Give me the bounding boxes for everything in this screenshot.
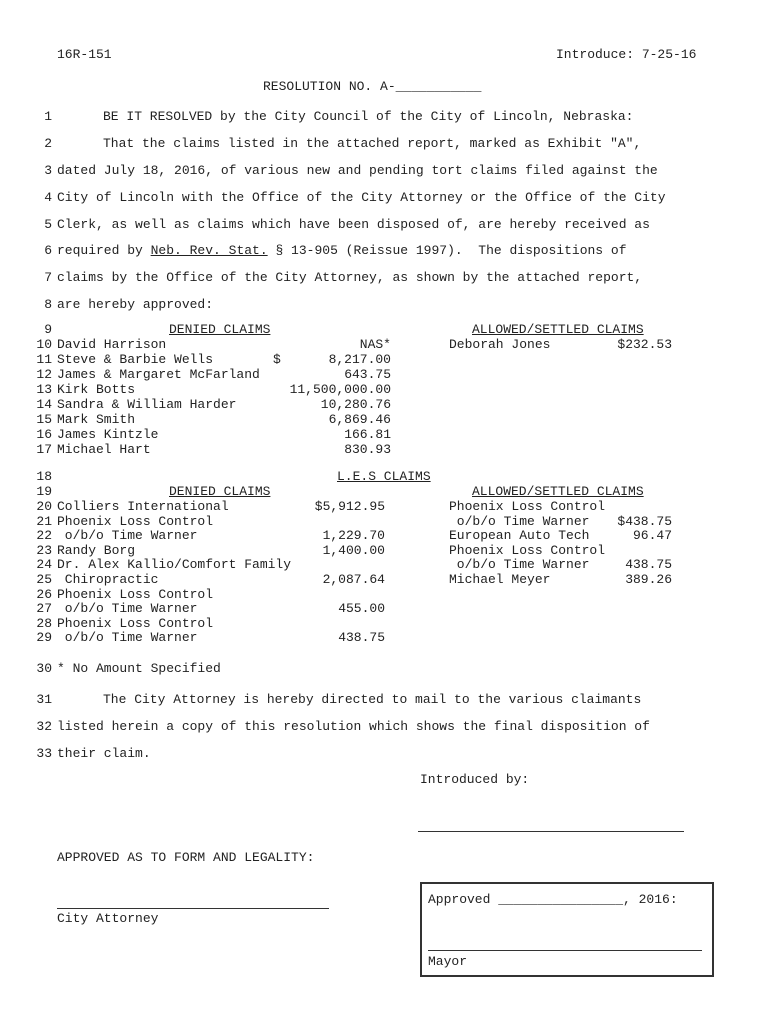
- attorney-signature-line: [57, 908, 329, 909]
- claimant-name: James & Margaret McFarland: [57, 367, 260, 382]
- line-number: 30: [36, 661, 52, 676]
- line-number: 1: [44, 109, 52, 124]
- claimant-name: Phoenix Loss Control: [449, 542, 606, 558]
- body-line: Clerk, as well as claims which have been disposed of, are hereby received as: [57, 217, 650, 232]
- line-number: 17: [36, 442, 52, 457]
- claimant-name: Chiropractic: [57, 572, 159, 587]
- introduced-by-label: Introduced by:: [420, 772, 530, 787]
- line-number: 7: [44, 270, 52, 285]
- denied-claims-header: DENIED CLAIMS: [169, 484, 271, 499]
- line-number: 5: [44, 217, 52, 232]
- line-number: 11: [36, 352, 52, 367]
- les-claims-title: L.E.S CLAIMS: [337, 469, 431, 484]
- introducer-signature-line: [418, 831, 684, 832]
- line-number: 15: [36, 412, 52, 427]
- body-line: BE IT RESOLVED by the City Council of the City of Lincoln, Nebraska:: [103, 109, 634, 124]
- currency-symbol: $: [273, 352, 281, 367]
- claim-amount: 10,280.76: [320, 397, 391, 412]
- claimant-name: Michael Meyer: [449, 572, 551, 587]
- body-line: That the claims listed in the attached report, marked as Exhibit "A",: [103, 136, 642, 151]
- claimant-name: David Harrison: [57, 337, 167, 352]
- line-number: 18: [36, 469, 52, 484]
- line-number: 28: [36, 615, 52, 631]
- claim-amount: $438.75: [617, 513, 672, 529]
- claim-amount: 96.47: [632, 528, 672, 544]
- claimant-name: Deborah Jones: [449, 337, 551, 352]
- claimant-name: European Auto Tech: [449, 528, 590, 544]
- claim-amount: 438.75: [338, 630, 385, 646]
- claim-amount: 830.93: [344, 442, 391, 457]
- city-attorney-label: City Attorney: [57, 911, 159, 926]
- claim-amount: 643.75: [344, 367, 391, 382]
- claimant-name: Phoenix Loss Control: [57, 513, 214, 529]
- line-number: 10: [36, 337, 52, 352]
- introduce-date: Introduce: 7-25-16: [556, 47, 697, 62]
- line-number: 6: [44, 243, 52, 258]
- mayor-label: Mayor: [428, 954, 468, 969]
- resolution-title: RESOLUTION NO. A-___________: [263, 79, 482, 94]
- body-line: City of Lincoln with the Office of the City Attorney or the Office of the City: [57, 190, 666, 205]
- approved-form-label: APPROVED AS TO FORM AND LEGALITY:: [57, 850, 315, 865]
- line-number: 25: [36, 572, 52, 587]
- claimant-name: Dr. Alex Kallio/Comfort Family: [57, 557, 292, 573]
- claimant-name: Steve & Barbie Wells: [57, 352, 214, 367]
- line-number: 2: [44, 136, 52, 151]
- claimant-name: Colliers International: [57, 499, 229, 514]
- claim-amount: 8,217.00: [328, 352, 391, 367]
- claim-amount: 438.75: [625, 557, 672, 573]
- line-number: 19: [36, 484, 52, 499]
- body-text: required by: [57, 243, 151, 258]
- body-line: [57, 243, 627, 258]
- claim-amount: 11,500,000.00: [289, 382, 391, 397]
- claimant-name: James Kintzle: [57, 427, 159, 442]
- claim-amount: $232.53: [617, 337, 672, 352]
- statute-citation: Neb. Rev. Stat.: [150, 243, 268, 258]
- claimant-name: Phoenix Loss Control: [57, 586, 214, 602]
- claim-amount: 2,087.64: [322, 572, 385, 587]
- line-number: 22: [36, 528, 52, 544]
- line-number: 8: [44, 297, 52, 312]
- body-line: dated July 18, 2016, of various new and pending tort claims filed against the: [57, 163, 658, 178]
- line-number: 21: [36, 513, 52, 529]
- mayor-signature-line: [428, 950, 702, 951]
- claimant-name: Mark Smith: [57, 412, 136, 427]
- line-number: 27: [36, 601, 52, 617]
- claimant-name: Sandra & William Harder: [57, 397, 237, 412]
- line-number: 13: [36, 382, 52, 397]
- claimant-name: o/b/o Time Warner: [449, 513, 590, 529]
- line-number: 23: [36, 542, 52, 558]
- line-number: 4: [44, 190, 52, 205]
- claim-amount: $5,912.95: [314, 499, 385, 514]
- claim-amount: 389.26: [625, 572, 672, 587]
- document-id: 16R-151: [57, 47, 112, 62]
- line-number: 14: [36, 397, 52, 412]
- line-number: 16: [36, 427, 52, 442]
- claimant-name: Phoenix Loss Control: [449, 499, 606, 514]
- body-line: are hereby approved:: [57, 297, 214, 312]
- line-number: 9: [44, 322, 52, 337]
- line-number: 26: [36, 586, 52, 602]
- claimant-name: o/b/o Time Warner: [57, 528, 198, 544]
- claim-amount: 455.00: [338, 601, 385, 617]
- claim-amount: 6,869.46: [328, 412, 391, 427]
- claim-amount: 1,229.70: [322, 528, 385, 544]
- closing-line: their claim.: [57, 746, 151, 761]
- claimant-name: Kirk Botts: [57, 382, 136, 397]
- claimant-name: o/b/o Time Warner: [57, 601, 198, 617]
- claimant-name: o/b/o Time Warner: [57, 630, 198, 646]
- mayor-approval-box: [420, 882, 714, 977]
- claimant-name: o/b/o Time Warner: [449, 557, 590, 573]
- allowed-claims-header: ALLOWED/SETTLED CLAIMS: [472, 322, 644, 337]
- closing-line: listed herein a copy of this resolution which shows the final disposition of: [57, 719, 650, 734]
- claim-amount: 1,400.00: [322, 542, 385, 558]
- line-number: 24: [36, 557, 52, 573]
- claim-amount: NAS*: [359, 337, 391, 352]
- line-number: 20: [36, 499, 52, 514]
- claimant-name: Michael Hart: [57, 442, 151, 457]
- approved-date-label: Approved ________________, 2016:: [428, 892, 678, 907]
- claimant-name: Randy Borg: [57, 542, 136, 558]
- footnote: * No Amount Specified: [57, 661, 221, 676]
- denied-claims-header: DENIED CLAIMS: [169, 322, 271, 337]
- allowed-claims-header: ALLOWED/SETTLED CLAIMS: [472, 484, 644, 499]
- body-line: claims by the Office of the City Attorney, as shown by the attached report,: [57, 270, 643, 285]
- line-number: 33: [36, 746, 52, 761]
- line-number: 3: [44, 163, 52, 178]
- claim-amount: 166.81: [344, 427, 391, 442]
- line-number: 12: [36, 367, 52, 382]
- closing-line: The City Attorney is hereby directed to mail to the various claimants: [103, 692, 642, 707]
- line-number: 29: [36, 630, 52, 646]
- body-text: § 13-905 (Reissue 1997). The dispositions of: [267, 243, 627, 258]
- line-number: 31: [36, 692, 52, 707]
- line-number: 32: [36, 719, 52, 734]
- claimant-name: Phoenix Loss Control: [57, 615, 214, 631]
